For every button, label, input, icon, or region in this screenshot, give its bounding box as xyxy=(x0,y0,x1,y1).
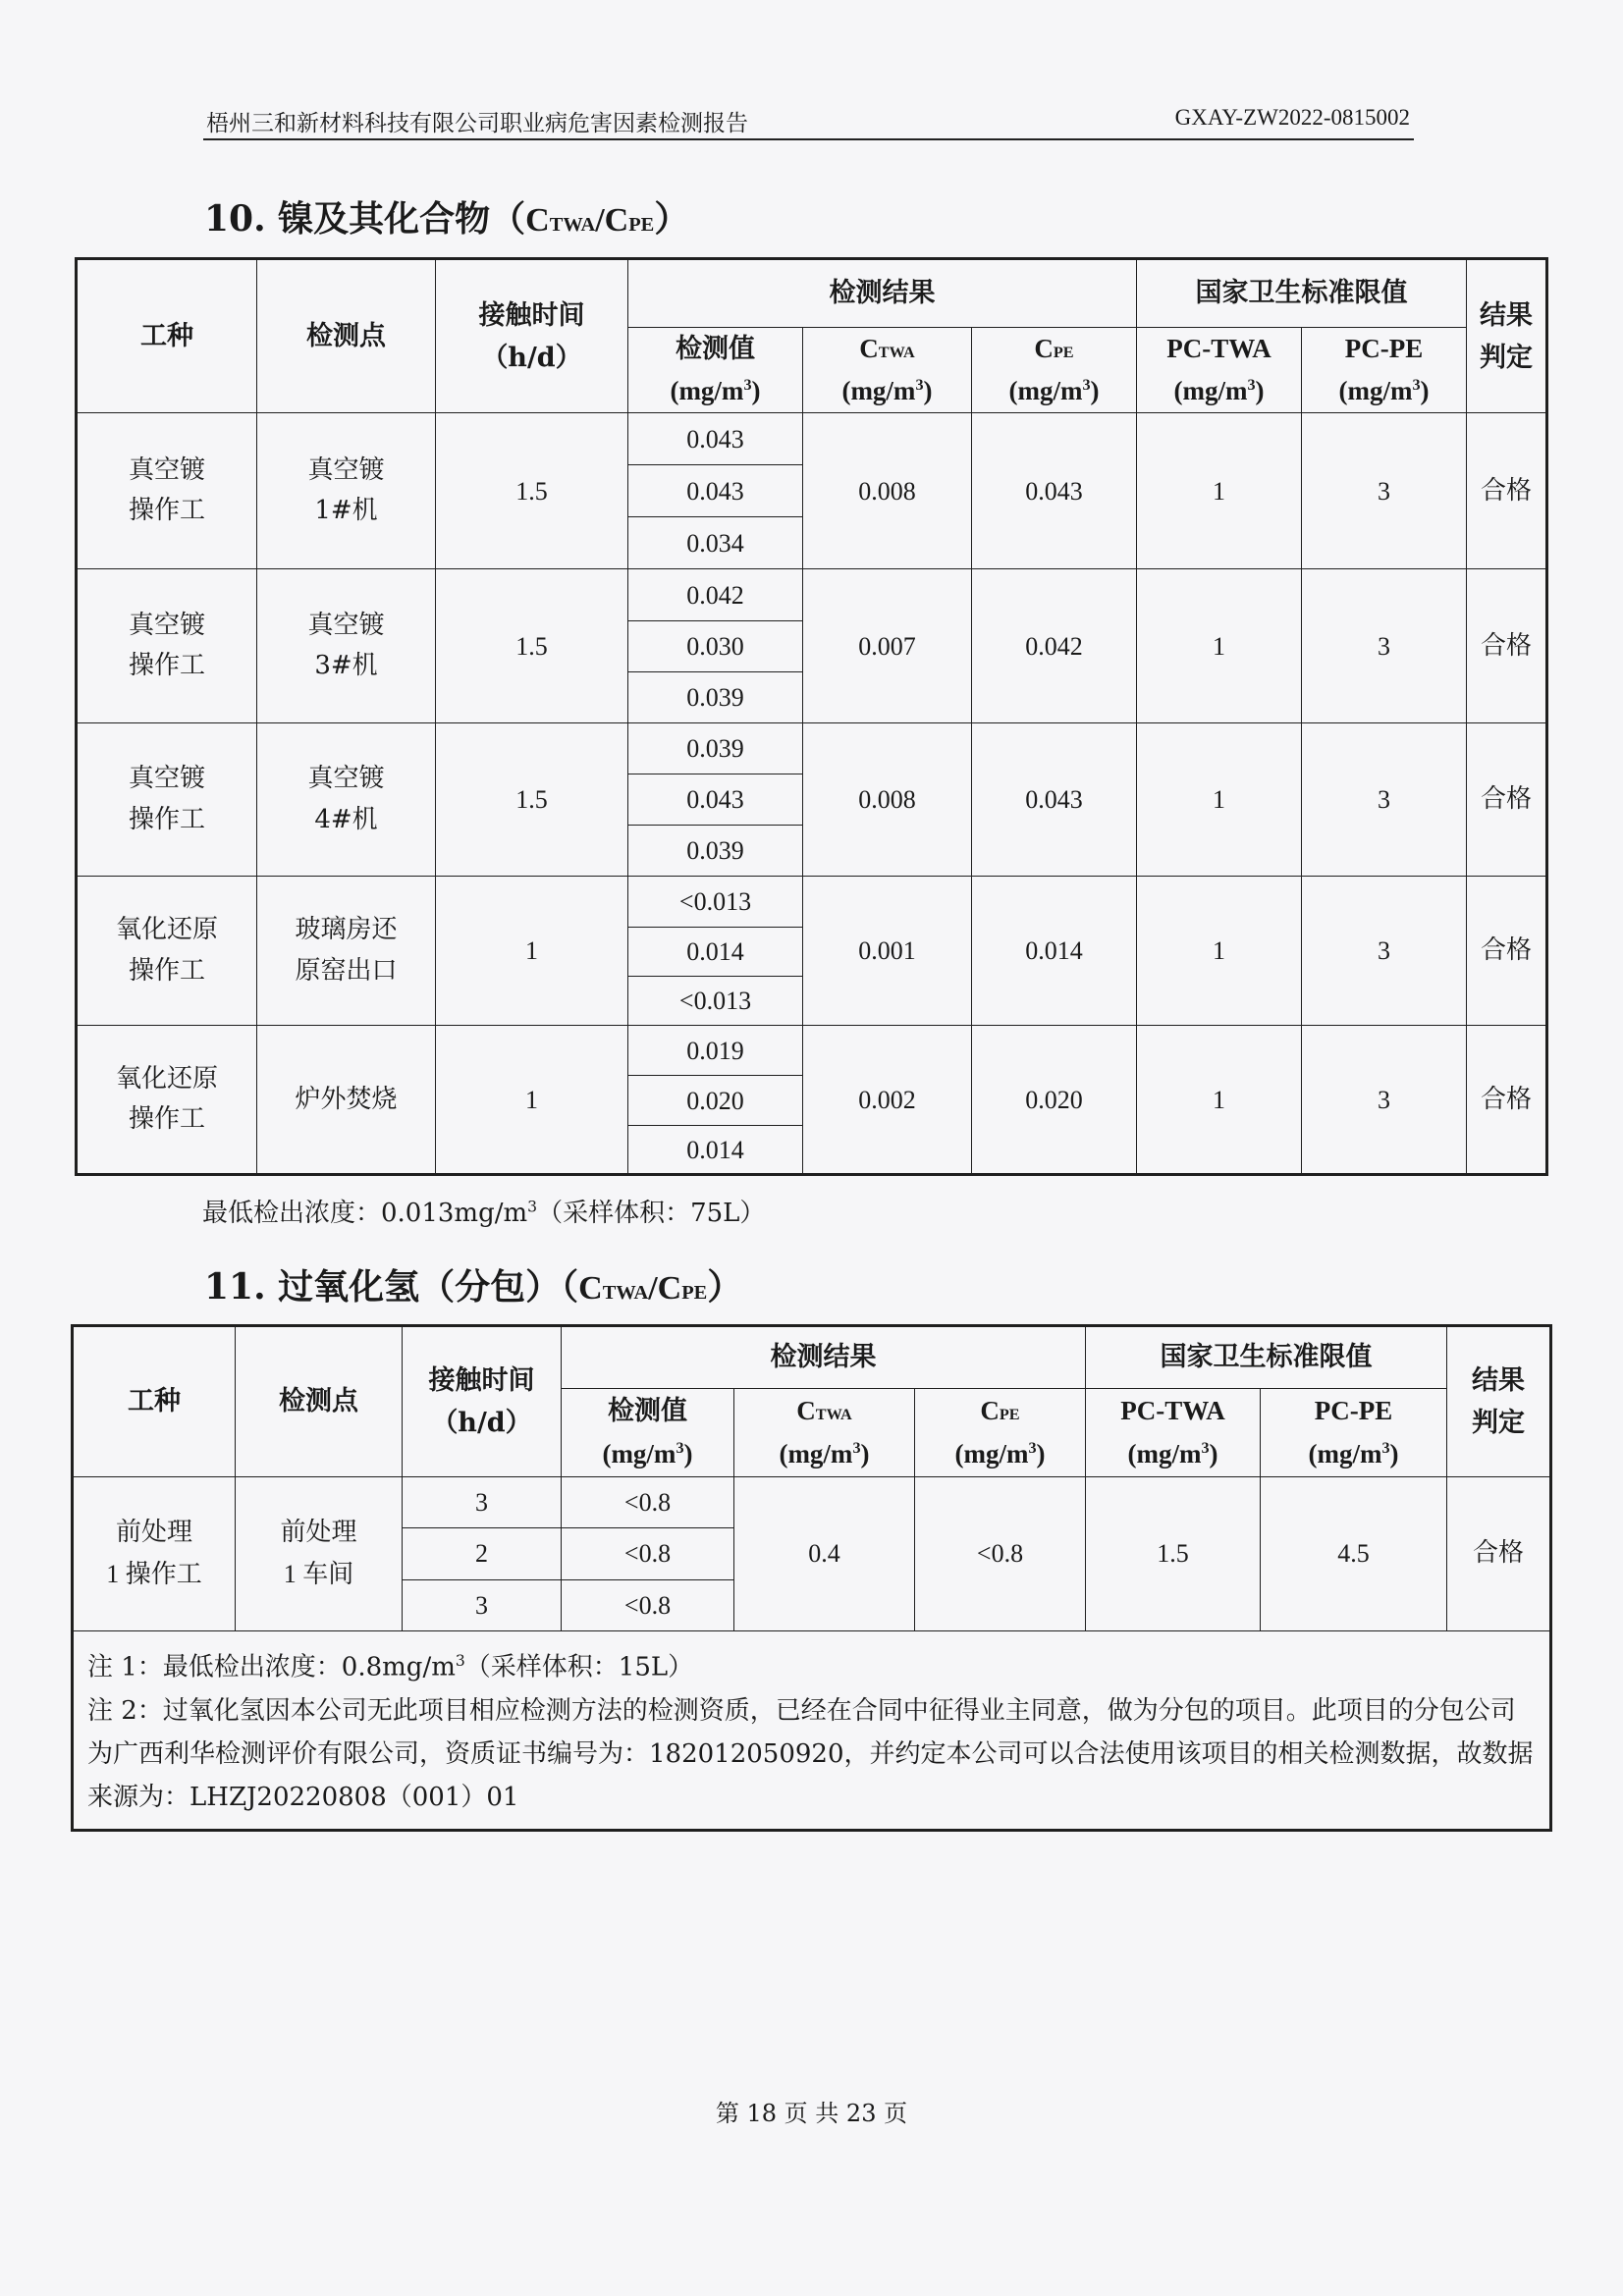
cell-value: <0.013 xyxy=(628,877,803,928)
unit-text: (mg/m xyxy=(779,1438,853,1468)
unit-close: ) xyxy=(923,376,933,406)
col-verdict-label: 结果判定 xyxy=(1472,1364,1526,1438)
unit-text: (mg/m xyxy=(1173,376,1248,406)
cell-pc-pe: 3 xyxy=(1302,877,1467,1026)
note-1-text: 注 1：最低检出浓度：0.8mg/m xyxy=(87,1652,456,1682)
cell-value: <0.8 xyxy=(562,1477,734,1528)
cell-time: 1.5 xyxy=(436,723,628,877)
cell-cpe: 0.020 xyxy=(972,1026,1137,1175)
cell-value: 0.014 xyxy=(628,928,803,977)
pc-twa-label: PC-TWA xyxy=(1166,334,1271,363)
unit-sup: 3 xyxy=(1082,376,1091,395)
header-company-title: 梧州三和新材料科技有限公司职业病危害因素检测报告 xyxy=(206,111,748,136)
unit-text: (mg/m xyxy=(1008,376,1083,406)
hydrogen-peroxide-table xyxy=(71,1324,1552,1832)
unit-sup: 3 xyxy=(676,1438,684,1457)
unit-text: (mg/m xyxy=(1338,376,1413,406)
section-10-title-twa: TWA xyxy=(549,214,596,236)
job-line-1: 真空镀 xyxy=(128,454,205,485)
cell-value: 0.043 xyxy=(628,774,803,826)
cell-value: 0.039 xyxy=(628,826,803,877)
section-11-title-text: 11. 过氧化氢（分包）（ xyxy=(204,1266,579,1308)
col-ctwa xyxy=(734,1389,915,1477)
cell-pc-twa: 1 xyxy=(1137,723,1302,877)
cell-pc-pe: 3 xyxy=(1302,723,1467,877)
unit-sup: 3 xyxy=(1247,376,1256,395)
unit-text: (mg/m xyxy=(841,376,916,406)
note-2: 注 2：过氧化氢因本公司无此项目相应检测方法的检测资质，已经在合同中征得业主同意，做为分包的项目。此项目的分包公司为广西利华检测评价有限公司，资质证书编号为：182012050920，并约定本公司可以合法使用该项目的相关检测数据，故数据来源为：LHZJ20220808（001）01 xyxy=(87,1695,1534,1812)
note-sup: 3 xyxy=(527,1198,538,1216)
col-time-label: 接触时间 xyxy=(428,1364,535,1396)
section-11-title-c: C xyxy=(578,1270,603,1307)
cell-point xyxy=(257,1026,436,1175)
cpe-c: C xyxy=(980,1396,1000,1426)
col-cpe xyxy=(972,328,1137,413)
ctwa-s: TWA xyxy=(815,1406,852,1424)
point-line-1: 玻璃房还 xyxy=(295,915,398,945)
cell-value: 0.019 xyxy=(628,1026,803,1076)
cell-verdict: 合格 xyxy=(1447,1477,1551,1631)
section-10-title-slash: /C xyxy=(595,202,629,239)
col-time-unit: （h/d） xyxy=(481,342,582,373)
cell-verdict: 合格 xyxy=(1467,569,1547,723)
job-line-2: 操作工 xyxy=(128,496,205,526)
col-ctwa xyxy=(803,328,972,413)
cell-point xyxy=(257,413,436,569)
col-value xyxy=(562,1389,734,1477)
section-11-title xyxy=(204,1259,742,1309)
cell-verdict: 合格 xyxy=(1467,1026,1547,1175)
point-line-2: 1#机 xyxy=(314,496,378,526)
col-cpe xyxy=(915,1389,1086,1477)
job-line-1: 前处理 xyxy=(115,1518,192,1548)
cell-time: 3 xyxy=(403,1477,562,1528)
job-line-1: 氧化还原 xyxy=(115,915,218,945)
job-line-2: 操作工 xyxy=(128,804,205,834)
cell-value: 0.034 xyxy=(628,517,803,569)
col-time-label: 接触时间 xyxy=(478,299,585,331)
note-1-suffix: （采样体积：15L） xyxy=(464,1652,694,1682)
cpe-s: PE xyxy=(999,1406,1020,1424)
cell-pc-twa: 1 xyxy=(1137,569,1302,723)
col-limits: 国家卫生标准限值 xyxy=(1137,259,1467,328)
unit-close: ) xyxy=(751,376,761,406)
job-line-1: 真空镀 xyxy=(128,764,205,794)
notes-row xyxy=(73,1631,1551,1831)
pc-pe-label: PC-PE xyxy=(1344,334,1424,363)
cell-pc-pe: 4.5 xyxy=(1261,1477,1447,1631)
table-row xyxy=(73,1477,1551,1528)
cell-pc-twa: 1 xyxy=(1137,877,1302,1026)
job-line-2: 操作工 xyxy=(128,1104,205,1135)
col-time-unit: （h/d） xyxy=(431,1408,532,1438)
unit-text: (mg/m xyxy=(1127,1438,1202,1468)
cell-pc-twa: 1 xyxy=(1137,1026,1302,1175)
col-results: 检测结果 xyxy=(628,259,1137,328)
unit-close: ) xyxy=(683,1438,693,1468)
table-row xyxy=(77,1026,1547,1076)
cell-time: 2 xyxy=(403,1528,562,1580)
col-results: 检测结果 xyxy=(562,1326,1086,1389)
note-suffix: （采样体积：75L） xyxy=(537,1199,766,1228)
cell-time: 3 xyxy=(403,1580,562,1631)
cell-verdict: 合格 xyxy=(1467,723,1547,877)
point-line-1: 前处理 xyxy=(280,1518,357,1548)
col-value-label: 检测值 xyxy=(676,334,755,364)
cell-value: <0.013 xyxy=(628,977,803,1026)
col-point: 检测点 xyxy=(257,259,436,413)
cell-verdict: 合格 xyxy=(1467,413,1547,569)
cell-value: 0.020 xyxy=(628,1076,803,1126)
page-number: 第 18 页 共 23 页 xyxy=(715,2100,908,2127)
col-value-unit xyxy=(628,370,802,412)
cell-ctwa: 0.002 xyxy=(803,1026,972,1175)
cell-time: 1 xyxy=(436,877,628,1026)
section-11-title-close: ） xyxy=(707,1266,743,1308)
col-pc-twa xyxy=(1086,1389,1261,1477)
cell-value: <0.8 xyxy=(562,1580,734,1631)
cell-cpe: 0.014 xyxy=(972,877,1137,1026)
cell-job xyxy=(77,1026,257,1175)
unit-sup: 3 xyxy=(1028,1438,1037,1457)
job-line-2: 操作工 xyxy=(128,955,205,986)
cell-value: 0.039 xyxy=(628,672,803,723)
note-1 xyxy=(87,1639,1536,1689)
job-line-2: 操作工 xyxy=(128,651,205,681)
cell-ctwa: 0.008 xyxy=(803,723,972,877)
ctwa-c: C xyxy=(859,334,879,363)
section-10-title xyxy=(204,191,689,241)
section-10-title-pe: PE xyxy=(628,214,655,236)
cell-ctwa: 0.007 xyxy=(803,569,972,723)
cell-cpe: 0.042 xyxy=(972,569,1137,723)
section-10-title-c: C xyxy=(525,202,550,239)
col-value xyxy=(628,328,803,413)
col-verdict xyxy=(1447,1326,1551,1477)
cell-job xyxy=(77,569,257,723)
unit-close: ) xyxy=(1090,376,1100,406)
col-limits: 国家卫生标准限值 xyxy=(1086,1326,1447,1389)
cell-cpe: <0.8 xyxy=(915,1477,1086,1631)
point-line-1: 炉外焚烧 xyxy=(295,1084,398,1114)
section-10-title-text: 10. 镍及其化合物（ xyxy=(204,198,526,240)
cell-pc-twa: 1 xyxy=(1137,413,1302,569)
col-time xyxy=(403,1326,562,1477)
cell-ctwa: 0.008 xyxy=(803,413,972,569)
col-pc-twa xyxy=(1137,328,1302,413)
table-row xyxy=(77,413,1547,465)
cell-point xyxy=(257,569,436,723)
cell-job xyxy=(77,413,257,569)
unit-close: ) xyxy=(1209,1438,1218,1468)
col-value-label: 检测值 xyxy=(608,1396,687,1427)
cell-ctwa: 0.4 xyxy=(734,1477,915,1631)
point-line-2: 3#机 xyxy=(314,651,378,681)
cell-cpe: 0.043 xyxy=(972,413,1137,569)
unit-sup: 3 xyxy=(1201,1438,1210,1457)
cell-verdict: 合格 xyxy=(1467,877,1547,1026)
unit-sup: 3 xyxy=(743,376,752,395)
job-line-2: 1 操作工 xyxy=(106,1560,202,1588)
unit-text: (mg/m xyxy=(1308,1438,1382,1468)
unit-text: (mg/m xyxy=(954,1438,1029,1468)
notes-cell xyxy=(73,1631,1551,1831)
section-11-title-slash: /C xyxy=(648,1270,682,1307)
cell-value: 0.014 xyxy=(628,1126,803,1175)
cell-job xyxy=(77,877,257,1026)
point-line-2: 1 车间 xyxy=(283,1560,354,1588)
unit-sup: 3 xyxy=(915,376,924,395)
nickel-results-table xyxy=(75,257,1548,1176)
unit-close: ) xyxy=(1420,376,1430,406)
table-row xyxy=(77,723,1547,774)
unit-text: (mg/m xyxy=(670,376,744,406)
job-line-1: 氧化还原 xyxy=(115,1063,218,1094)
pc-pe-label: PC-PE xyxy=(1314,1396,1393,1426)
cell-point xyxy=(257,877,436,1026)
cell-value: <0.8 xyxy=(562,1528,734,1580)
col-verdict-label: 结果判定 xyxy=(1480,299,1534,373)
cell-value: 0.043 xyxy=(628,465,803,517)
cell-value: 0.039 xyxy=(628,723,803,774)
cell-value: 0.030 xyxy=(628,621,803,672)
cell-point xyxy=(257,723,436,877)
col-time xyxy=(436,259,628,413)
unit-sup: 3 xyxy=(1412,376,1421,395)
table-row xyxy=(77,569,1547,621)
table-row xyxy=(77,877,1547,928)
unit-text: (mg/m xyxy=(602,1438,676,1468)
unit-close: ) xyxy=(1255,376,1265,406)
ctwa-c: C xyxy=(796,1396,816,1426)
unit-close: ) xyxy=(1389,1438,1399,1468)
cell-job xyxy=(73,1477,236,1631)
point-line-2: 4#机 xyxy=(314,804,378,834)
cell-pc-pe: 3 xyxy=(1302,413,1467,569)
col-pc-pe xyxy=(1261,1389,1447,1477)
point-line-1: 真空镀 xyxy=(307,454,385,485)
section-10-detection-limit xyxy=(202,1193,765,1229)
col-point: 检测点 xyxy=(236,1326,403,1477)
cell-pc-pe: 3 xyxy=(1302,569,1467,723)
pc-twa-label: PC-TWA xyxy=(1120,1396,1225,1426)
header-rule xyxy=(203,138,1414,140)
col-job: 工种 xyxy=(73,1326,236,1477)
section-11-title-twa: TWA xyxy=(602,1282,649,1304)
col-pc-pe xyxy=(1302,328,1467,413)
cpe-c: C xyxy=(1034,334,1054,363)
nickel-results-body xyxy=(77,413,1547,1175)
cell-pc-twa: 1.5 xyxy=(1086,1477,1261,1631)
unit-sup: 3 xyxy=(852,1438,861,1457)
col-verdict xyxy=(1467,259,1547,413)
note-text: 最低检出浓度：0.013mg/m xyxy=(202,1199,528,1228)
unit-sup: 3 xyxy=(1381,1438,1390,1457)
cpe-s: PE xyxy=(1053,344,1074,361)
cell-pc-pe: 3 xyxy=(1302,1026,1467,1175)
cell-cpe: 0.043 xyxy=(972,723,1137,877)
cell-ctwa: 0.001 xyxy=(803,877,972,1026)
point-line-1: 真空镀 xyxy=(307,610,385,640)
cell-time: 1 xyxy=(436,1026,628,1175)
ctwa-s: TWA xyxy=(878,344,915,361)
cell-point xyxy=(236,1477,403,1631)
section-11-title-pe: PE xyxy=(681,1282,708,1304)
unit-close: ) xyxy=(860,1438,870,1468)
job-line-1: 真空镀 xyxy=(128,610,205,640)
cell-value: 0.043 xyxy=(628,413,803,465)
cell-time: 1.5 xyxy=(436,569,628,723)
cell-time: 1.5 xyxy=(436,413,628,569)
col-job: 工种 xyxy=(77,259,257,413)
section-10-title-close: ） xyxy=(654,198,690,240)
point-line-1: 真空镀 xyxy=(307,764,385,794)
cell-value: 0.042 xyxy=(628,569,803,621)
note-1-sup: 3 xyxy=(455,1652,465,1670)
header-report-number: GXAY-ZW2022-0815002 xyxy=(1174,105,1410,130)
point-line-2: 原窑出口 xyxy=(295,955,398,986)
cell-job xyxy=(77,723,257,877)
unit-close: ) xyxy=(1036,1438,1046,1468)
